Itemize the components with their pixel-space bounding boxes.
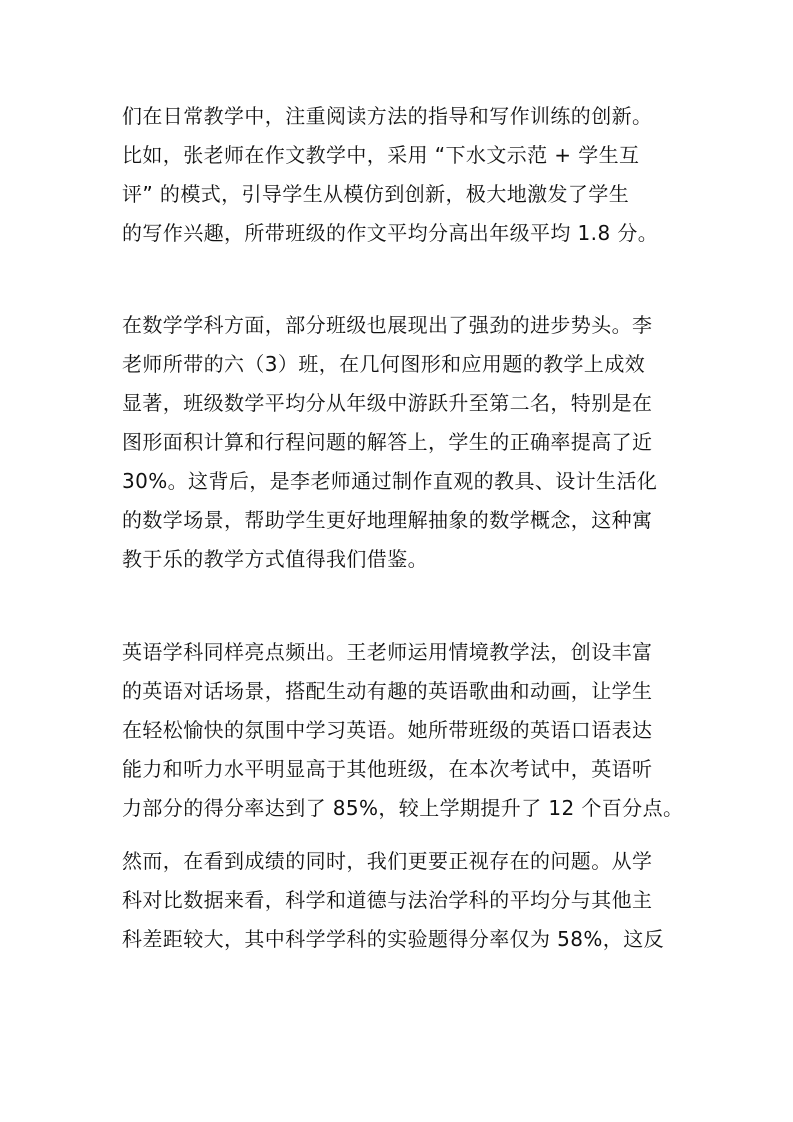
paragraph-problems: [122, 842, 682, 959]
text-line: 科对比数据来看，科学和道德与法治学科的平均分与其他主: [122, 888, 653, 912]
text-line: 科差距较大，其中科学学科的实验题得分率仅为 58%，这反: [122, 927, 665, 951]
text-line: 力部分的得分率达到了 85%，较上学期提升了 12 个百分点。: [122, 796, 684, 820]
text-line: 的数学场景，帮助学生更好地理解抽象的数学概念，这种寓: [122, 508, 653, 532]
text-line: 的写作兴趣，所带班级的作文平均分高出年级平均 1.8 分。: [122, 221, 659, 245]
text-line: 能力和听力水平明显高于其他班级，在本次考试中，英语听: [122, 757, 653, 781]
text-line: 图形面积计算和行程问题的解答上，学生的正确率提高了近: [122, 430, 653, 454]
text-line: 老师所带的六（3）班，在几何图形和应用题的教学上成效: [122, 352, 646, 376]
text-line: 们在日常教学中，注重阅读方法的指导和写作训练的创新。: [122, 104, 653, 128]
paragraph-chinese-writing: [122, 97, 682, 253]
text-line: 30%。这背后，是李老师通过制作直观的教具、设计生活化: [122, 469, 658, 493]
text-line: 在数学学科方面，部分班级也展现出了强劲的进步势头。李: [122, 313, 653, 337]
paragraph-english: [122, 633, 682, 828]
text-line: 教于乐的教学方式值得我们借鉴。: [122, 547, 428, 571]
paragraph-math: [122, 306, 682, 579]
text-line: 英语学科同样亮点频出。王老师运用情境教学法，创设丰富: [122, 640, 653, 664]
text-line: 在轻松愉快的氛围中学习英语。她所带班级的英语口语表达: [122, 718, 653, 742]
text-line: 然而，在看到成绩的同时，我们更要正视存在的问题。从学: [122, 849, 653, 873]
text-line: 比如，张老师在作文教学中，采用 “下水文示范 + 学生互: [122, 143, 640, 167]
text-line: 的英语对话场景，搭配生动有趣的英语歌曲和动画，让学生: [122, 679, 653, 703]
text-line: 显著，班级数学平均分从年级中游跃升至第二名，特别是在: [122, 391, 653, 415]
text-line: 评” 的模式，引导学生从模仿到创新，极大地激发了学生: [122, 182, 630, 206]
